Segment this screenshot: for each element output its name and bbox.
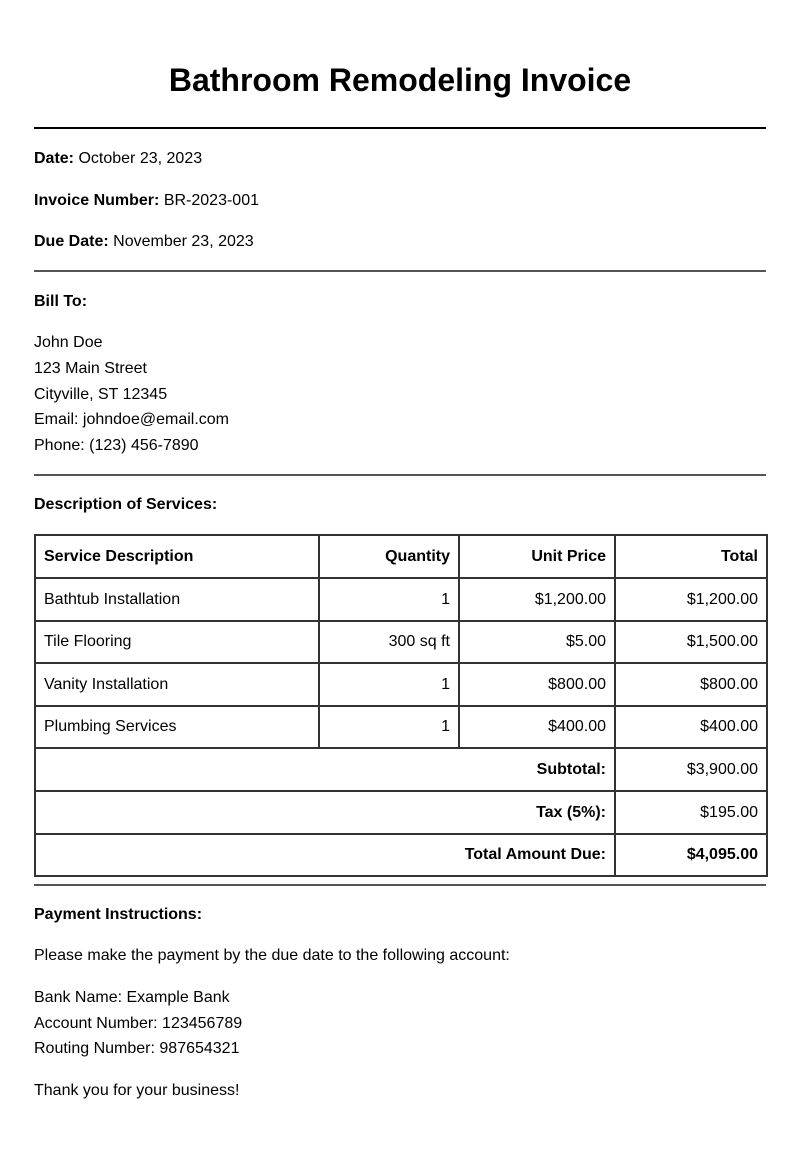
bill-to-city: Cityville, ST 12345 — [34, 386, 168, 403]
header-service-description: Service Description — [35, 535, 319, 578]
bill-to-name: John Doe — [34, 334, 103, 351]
table-row — [35, 663, 767, 706]
row-description: Bathtub Installation — [35, 578, 319, 621]
row-quantity: 1 — [319, 663, 459, 706]
invoice-title: Bathroom Remodeling Invoice — [168, 62, 632, 98]
row-description: Plumbing Services — [35, 706, 319, 748]
row-total: $1,200.00 — [615, 578, 767, 621]
table-header-row — [35, 535, 767, 578]
header-quantity: Quantity — [319, 535, 459, 578]
row-quantity: 300 sq ft — [319, 621, 459, 663]
row-unit-price: $400.00 — [459, 706, 615, 748]
total-due-label: Total Amount Due: — [35, 834, 615, 876]
title-divider — [34, 127, 766, 129]
bank-name: Bank Name: Example Bank — [34, 989, 230, 1006]
invoice-number-value: BR-2023-001 — [163, 192, 259, 209]
invoice-number-line — [34, 191, 259, 211]
table-row — [35, 706, 767, 748]
services-heading: Description of Services: — [34, 496, 218, 513]
account-number: Account Number: 123456789 — [34, 1015, 243, 1032]
table-row — [35, 578, 767, 621]
bill-to-divider — [34, 474, 766, 476]
header-unit-price: Unit Price — [459, 535, 615, 578]
row-description: Vanity Installation — [35, 663, 319, 706]
tax-label: Tax (5%): — [35, 791, 615, 834]
row-quantity: 1 — [319, 578, 459, 621]
row-total: $1,500.00 — [615, 621, 767, 663]
bill-to-heading: Bill To: — [34, 293, 88, 310]
due-date-value: November 23, 2023 — [113, 233, 254, 250]
row-unit-price: $1,200.00 — [459, 578, 615, 621]
payment-heading: Payment Instructions: — [34, 906, 203, 923]
row-total: $800.00 — [615, 663, 767, 706]
row-quantity: 1 — [319, 706, 459, 748]
invoice-number-label: Invoice Number: — [34, 192, 160, 209]
bill-to-email: Email: johndoe@email.com — [34, 411, 229, 428]
tax-row — [35, 791, 767, 834]
bill-to-street: 123 Main Street — [34, 360, 147, 377]
row-unit-price: $800.00 — [459, 663, 615, 706]
subtotal-value: $3,900.00 — [615, 748, 767, 791]
tax-value: $195.00 — [615, 791, 767, 834]
subtotal-row — [35, 748, 767, 791]
payment-intro: Please make the payment by the due date to the following account: — [34, 947, 510, 964]
date-label: Date: — [34, 150, 75, 167]
row-unit-price: $5.00 — [459, 621, 615, 663]
bill-to-phone: Phone: (123) 456-7890 — [34, 437, 199, 454]
due-date-label: Due Date: — [34, 233, 109, 250]
row-description: Tile Flooring — [35, 621, 319, 663]
subtotal-label: Subtotal: — [35, 748, 615, 791]
header-total: Total — [615, 535, 767, 578]
total-due-row — [35, 834, 767, 876]
meta-divider — [34, 270, 766, 272]
services-divider — [34, 884, 766, 886]
date-line — [34, 149, 202, 169]
row-total: $400.00 — [615, 706, 767, 748]
total-due-value: $4,095.00 — [615, 834, 767, 876]
due-date-line — [34, 232, 254, 252]
routing-number: Routing Number: 987654321 — [34, 1040, 240, 1057]
date-value: October 23, 2023 — [78, 150, 203, 167]
services-table — [34, 534, 768, 877]
table-row — [35, 621, 767, 663]
thank-you-note: Thank you for your business! — [34, 1082, 240, 1099]
